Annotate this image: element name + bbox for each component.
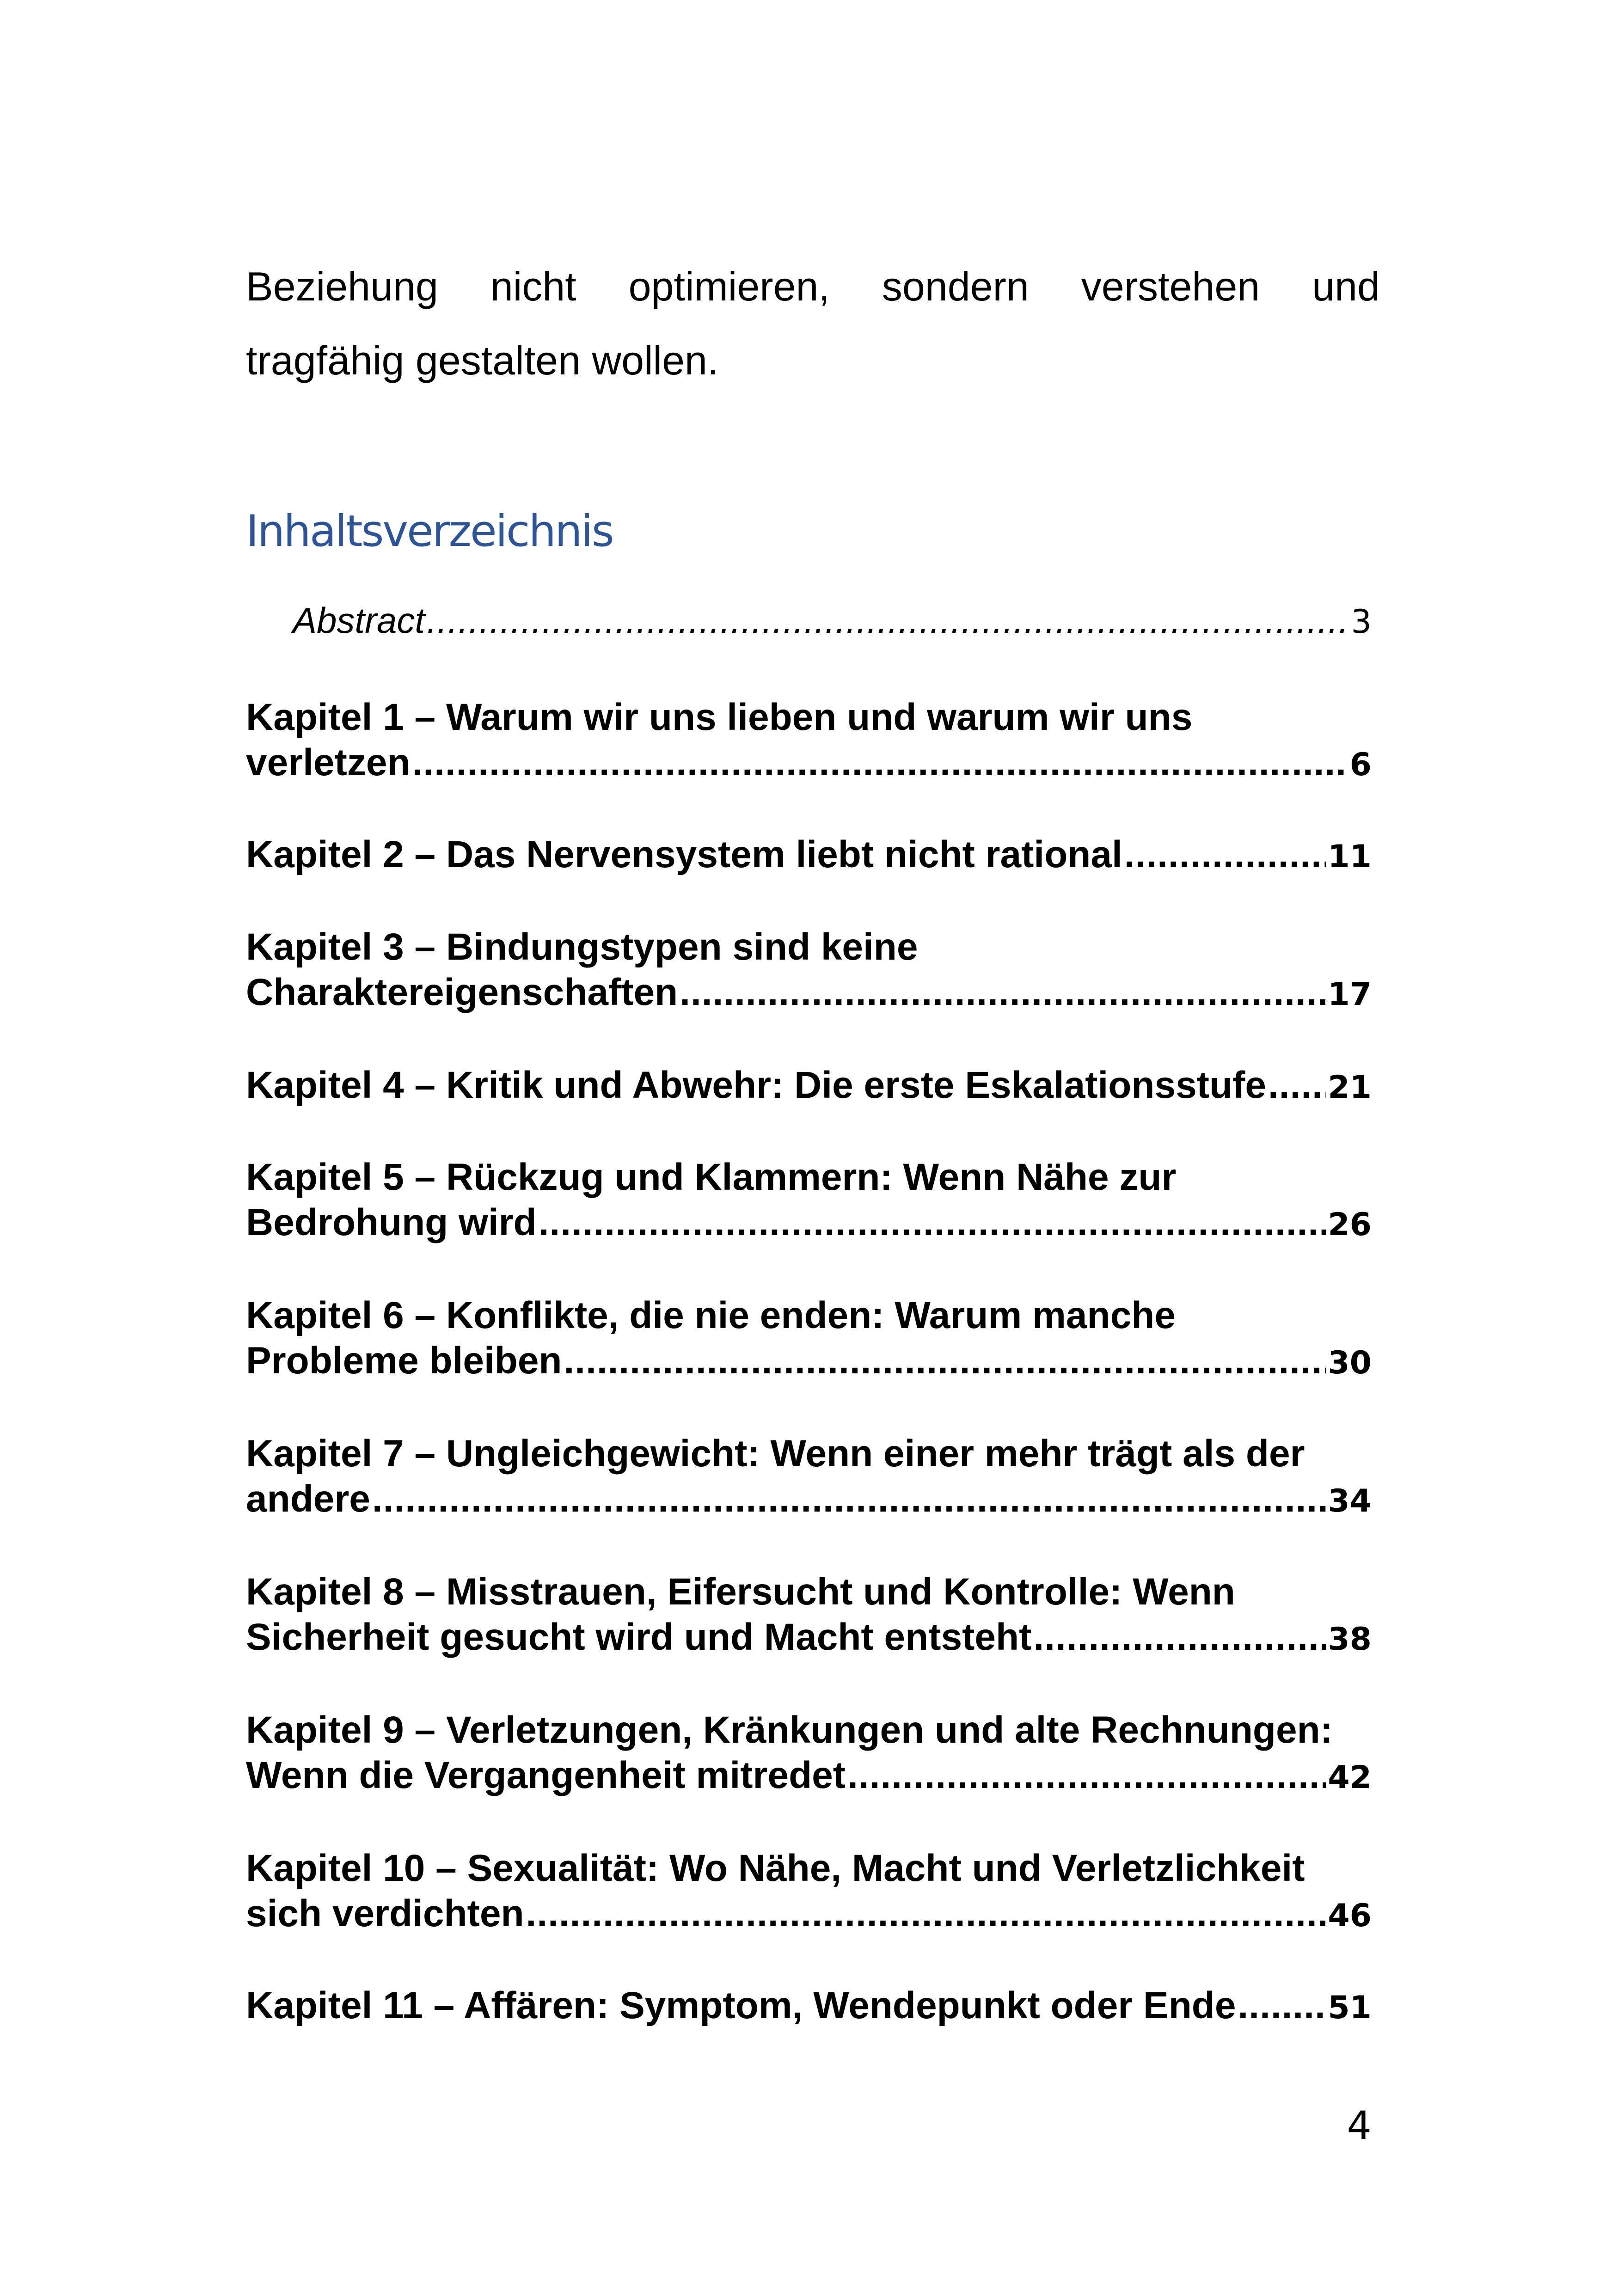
toc-entry-page: 6 — [1349, 747, 1372, 783]
toc-entry-title: Abstract — [293, 600, 425, 641]
toc-entry-11[interactable] — [246, 1983, 1372, 2031]
toc-entry-7[interactable] — [246, 1476, 1372, 1524]
toc-entry-7-line1[interactable]: Kapitel 7 – Ungleichgewicht: Wenn einer mehr trägt als der — [246, 1433, 1305, 1475]
toc-entry-3-line1[interactable]: Kapitel 3 – Bindungstypen sind keine — [246, 926, 918, 968]
toc-entry-page: 17 — [1328, 976, 1372, 1013]
toc-entry-title: Kapitel 4 – Kritik und Abwehr: Die erste Eskalationsstufe — [246, 1064, 1266, 1106]
toc-entry-3[interactable] — [246, 970, 1372, 1017]
toc-entry-title: andere — [246, 1478, 370, 1520]
toc-entry-page: 42 — [1328, 1759, 1372, 1796]
toc-entry-title: verletzen — [246, 741, 411, 784]
toc-entry-title: sich verdichten — [246, 1892, 524, 1935]
toc-entry-6[interactable] — [246, 1338, 1372, 1386]
toc-entry-page: 38 — [1328, 1621, 1372, 1658]
toc-leader-dots — [680, 970, 1326, 1015]
intro-line-1: Beziehung nicht optimieren, sondern verstehen und — [246, 263, 1380, 309]
toc-leader-dots — [1238, 1983, 1326, 2028]
toc-leader-dots — [1033, 1615, 1326, 1660]
toc-leader-dots — [372, 1476, 1326, 1522]
toc-entry-title: Sicherheit gesucht wird und Macht entsteht — [246, 1616, 1032, 1658]
toc-entry-page: 51 — [1328, 1990, 1372, 2026]
toc-entry-title: Charaktereigenschaften — [246, 971, 678, 1013]
toc-leader-dots — [539, 1200, 1326, 1245]
toc-entry-8[interactable] — [246, 1615, 1372, 1662]
toc-entry-page: 11 — [1328, 839, 1372, 875]
toc-entry-1[interactable] — [246, 740, 1372, 788]
toc-entry-10-line1[interactable]: Kapitel 10 – Sexualität: Wo Nähe, Macht und Verletzlichkeit — [246, 1847, 1305, 1889]
toc-entry-title: Probleme bleiben — [246, 1340, 562, 1382]
toc-entry-4[interactable] — [246, 1063, 1372, 1110]
toc-entry-page: 26 — [1328, 1206, 1372, 1243]
toc-entry-page: 30 — [1328, 1345, 1372, 1381]
toc-entry-6-line1[interactable]: Kapitel 6 – Konflikte, die nie enden: Warum manche — [246, 1294, 1176, 1336]
toc-leader-dots — [564, 1338, 1326, 1384]
toc-entry-5-line1[interactable]: Kapitel 5 – Rückzug und Klammern: Wenn Nähe zur — [246, 1156, 1177, 1198]
toc-entry-9[interactable] — [246, 1753, 1372, 1800]
toc-leader-dots — [1124, 832, 1326, 877]
toc-leader-dots — [526, 1891, 1326, 1936]
toc-entry-page: 46 — [1328, 1898, 1372, 1934]
toc-entry-title: Kapitel 2 – Das Nervensystem liebt nicht rational — [246, 833, 1122, 876]
toc-leader-dots — [427, 598, 1349, 643]
toc-heading: Inhaltsverzeichnis — [246, 506, 613, 557]
toc-entry-10[interactable] — [246, 1891, 1372, 1939]
toc-entry-title: Wenn die Vergangenheit mitredet — [246, 1754, 846, 1796]
toc-entry-8-line1[interactable]: Kapitel 8 – Misstrauen, Eifersucht und Kontrolle: Wenn — [246, 1571, 1235, 1613]
toc-leader-dots — [1268, 1063, 1326, 1108]
intro-line-2: tragfähig gestalten wollen. — [246, 337, 719, 383]
toc-entry-1-line1[interactable]: Kapitel 1 – Warum wir uns lieben und warum wir uns — [246, 696, 1193, 738]
toc-entry-2[interactable] — [246, 832, 1372, 880]
page-number: 4 — [1347, 2103, 1372, 2148]
toc-entry-page: 21 — [1328, 1069, 1372, 1106]
toc-entry-5[interactable] — [246, 1200, 1372, 1248]
toc-entry-abstract[interactable] — [293, 598, 1372, 644]
toc-entry-page: 34 — [1328, 1483, 1372, 1519]
toc-leader-dots — [847, 1753, 1326, 1798]
toc-entry-9-line1[interactable]: Kapitel 9 – Verletzungen, Kränkungen und alte Rechnungen: — [246, 1709, 1333, 1751]
toc-entry-title: Bedrohung wird — [246, 1201, 537, 1243]
intro-paragraph — [246, 250, 1380, 398]
toc-entry-page: 3 — [1351, 603, 1372, 641]
toc-leader-dots — [412, 740, 1348, 785]
toc-entry-title: Kapitel 11 – Affären: Symptom, Wendepunkt oder Ende — [246, 1984, 1236, 2027]
